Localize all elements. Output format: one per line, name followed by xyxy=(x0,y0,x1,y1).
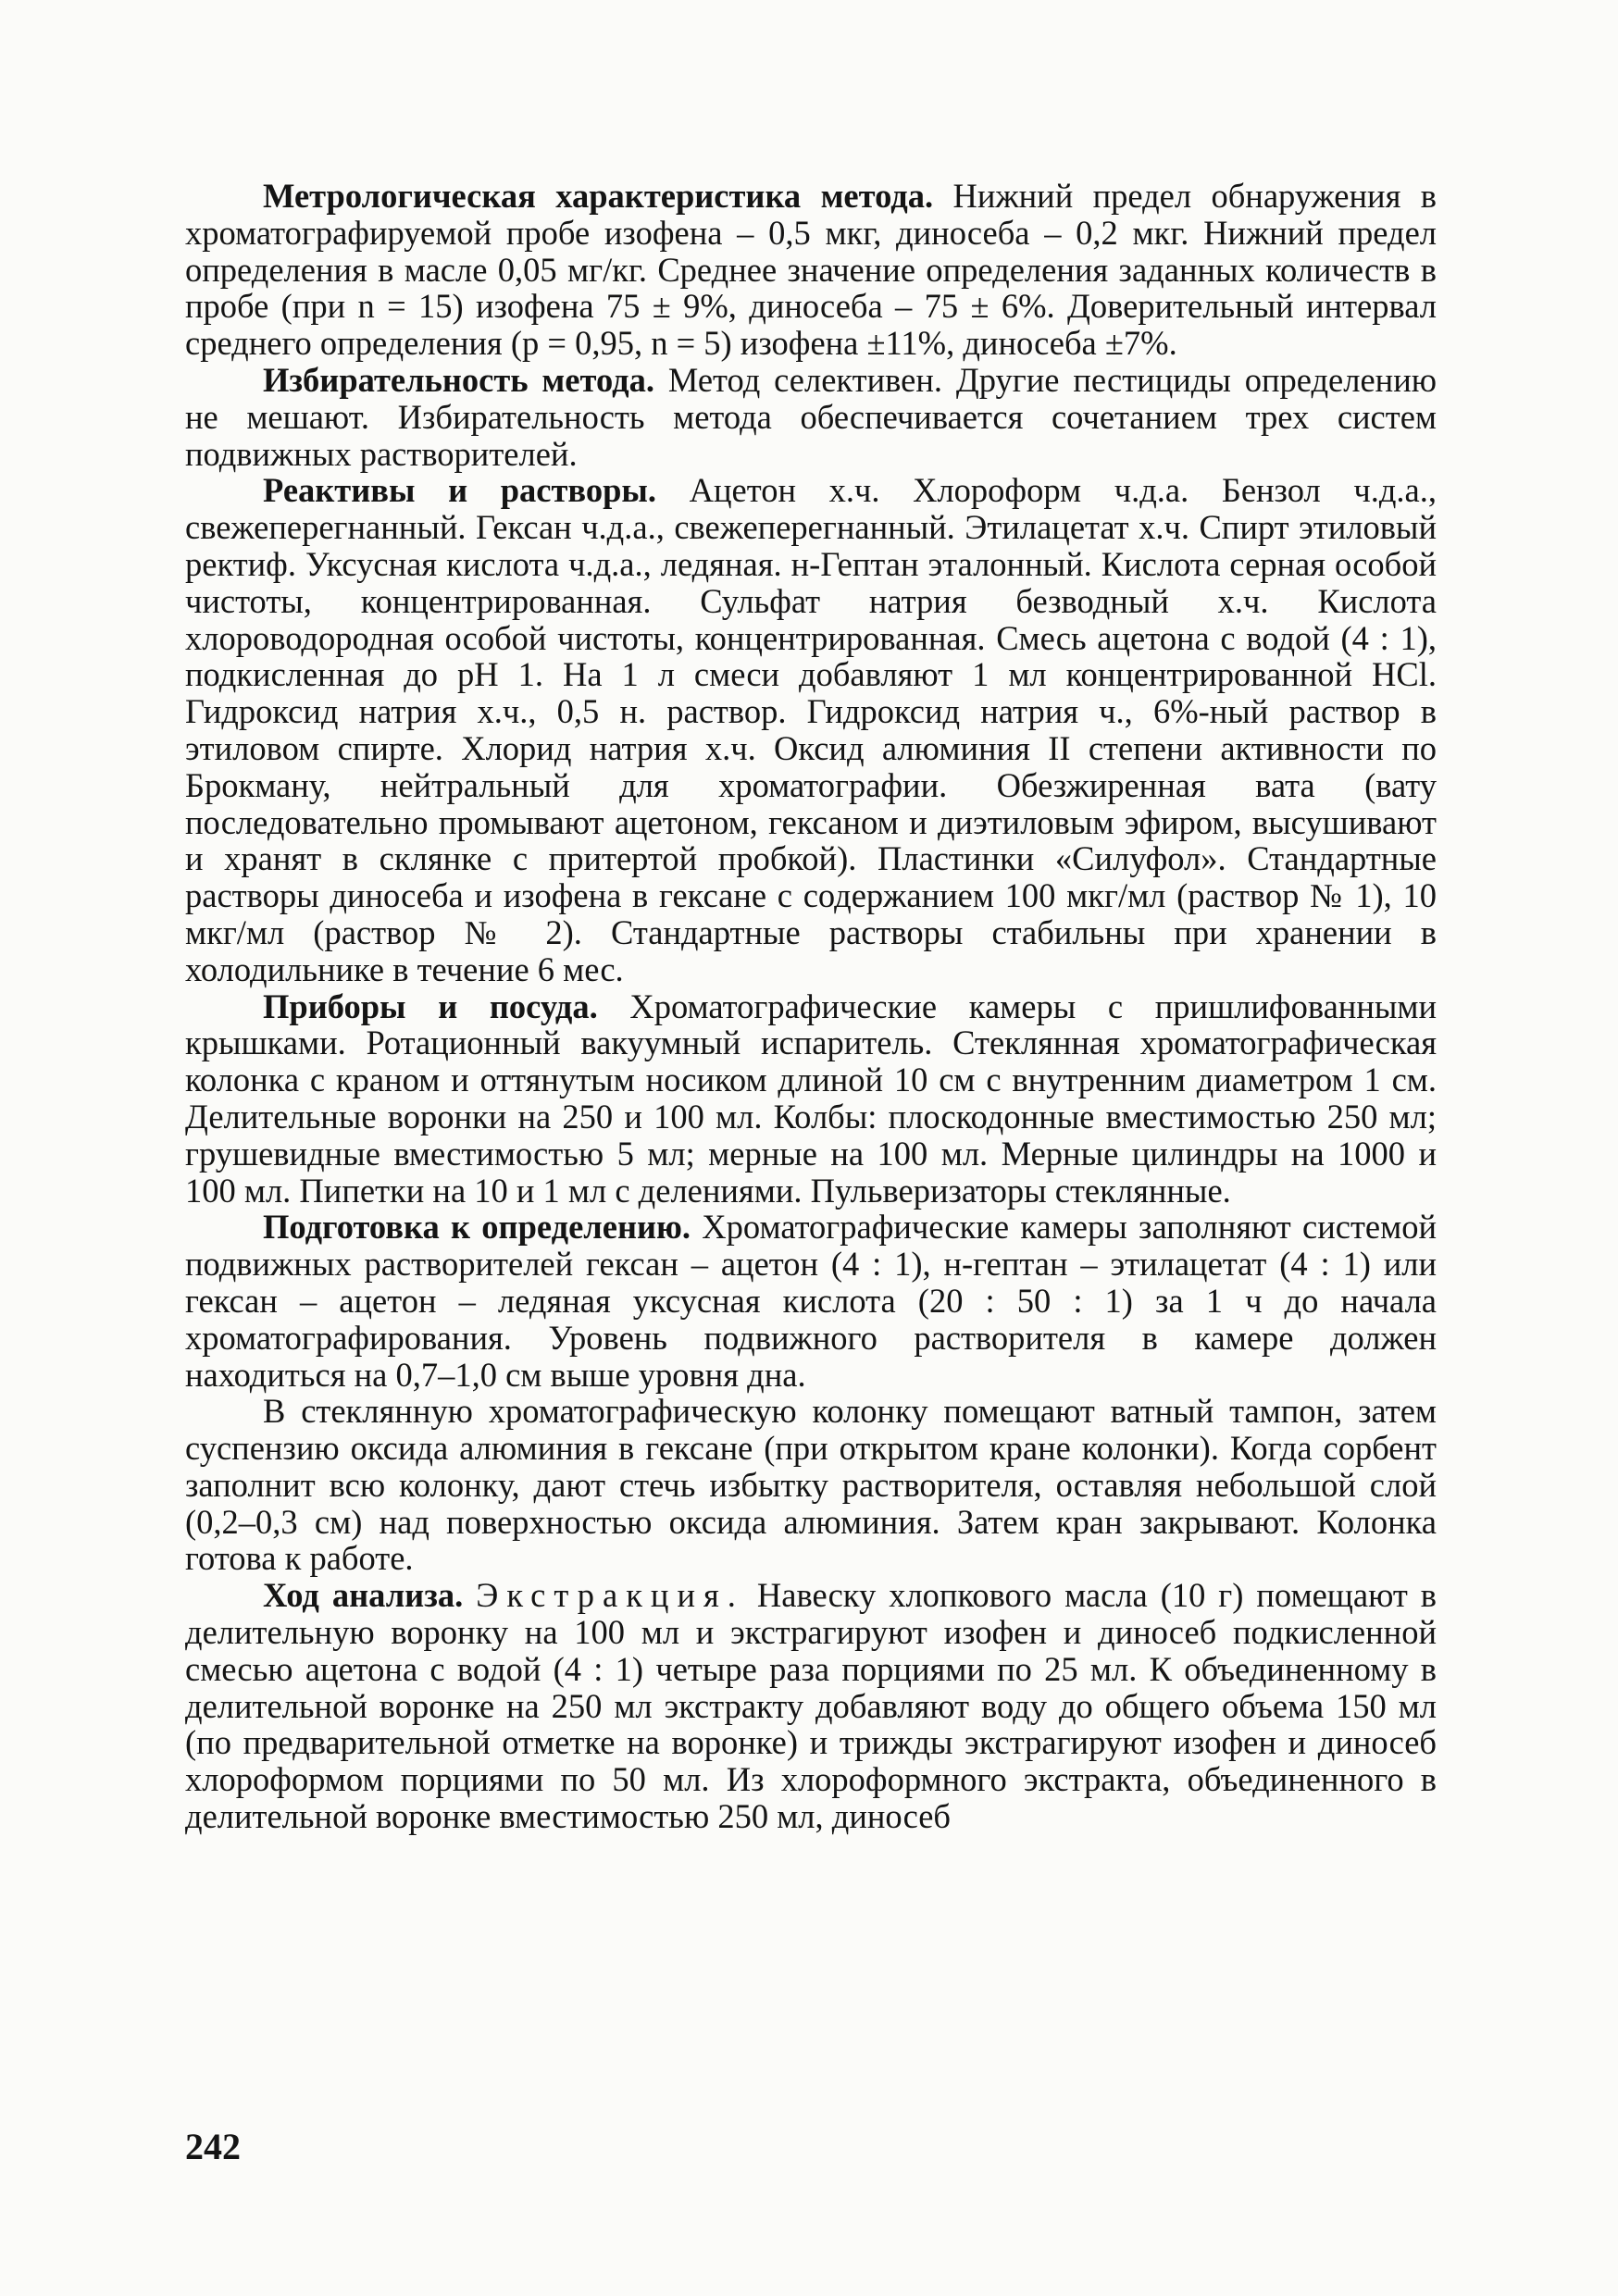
page-number: 242 xyxy=(185,2126,241,2167)
text-column: В стеклянную хроматографическую колонку помещают ватный тампон, затем суспензию оксида алюминия в гексане (при открытом кране колонки). Когда сорбент заполнит всю колонку, дают стечь избытку растворителя, оставляя небольшой слой (0,2–0,3 см) над поверхностью оксида алюминия. Затем кран закрывают. Колонка готова к работе. xyxy=(185,1392,1437,1578)
paragraph-selectivity xyxy=(185,362,1437,472)
text-analysis: Навеску хлопкового масла (10 г) помещают в делительную воронку на 100 мл и экстрагируют изофен и диносеб подкисленной смесью ацетона с водой (4 : 1) четыре раза порциями по 25 мл. К объединенному в делительной воронке на 250 мл экстракту добавляют воду до общего объема 150 мл (по предварительной отметке на воронке) и трижды экстрагируют изофен и диносеб хлороформом порциями по 50 мл. Из хлороформного экстракта, объединенного в делительной воронке вместимостью 250 мл, диносеб xyxy=(185,1576,1438,1836)
heading-equipment: Приборы и посуда. xyxy=(263,987,598,1025)
paragraph-reagents xyxy=(185,472,1437,987)
subheading-extraction: Экстракция. xyxy=(476,1576,744,1615)
heading-selectivity: Избирательность метода. xyxy=(263,360,654,399)
paragraph-equipment xyxy=(185,988,1437,1210)
text-preparation: Хроматографические камеры заполняют системой подвижных растворителей гексан – ацетон (4 : 1), н-гептан – этилацетат (4 : 1) или гексан – ацетон – ледяная уксусная кислота (20 : 50 : 1) за 1 ч до начала хроматографирования. Уровень подвижного растворителя в камере должен находиться на 0,7–1,0 см выше уровня дна. xyxy=(185,1208,1438,1394)
heading-metrology: Метрологическая характеристика метода. xyxy=(263,177,934,215)
text-selectivity: Метод селективен. Другие пестициды определению не мешают. Избирательность метода обеспечивается сочетанием трех систем подвижных растворителей. xyxy=(185,360,1437,473)
text-metrology: Нижний предел обнаружения в хроматографируемой пробе изофена – 0,5 мкг, диносеба – 0,2 мкг. Нижний предел определения в масле 0,05 мг/кг. Среднее значение определения заданных количеств в пробе (при n = 15) изофена 75 ± 9%, диносеба – 75 ± 6%. Доверительный интервал среднего определения (p = 0,95, n = 5) изофена ±11%, диносеба ±7%. xyxy=(185,177,1437,363)
document-body xyxy=(185,178,1437,1835)
text-reagents: Ацетон х.ч. Хлороформ ч.д.а. Бензол ч.д.а., свежеперегнанный. Гексан ч.д.а., свежеперегнанный. Этилацетат х.ч. Спирт этиловый ректиф. Уксусная кислота ч.д.а., ледяная. н-Гептан эталонный. Кислота серная особой чистоты, концентрированная. Сульфат натрия безводный х.ч. Кислота хлороводородная особой чистоты, концентрированная. Смесь ацетона с водой (4 : 1), подкисленная до pH 1. На 1 л смеси добавляют 1 мл концентрированной HCl. Гидроксид натрия х.ч., 0,5 н. раствор. Гидроксид натрия ч., 6%-ный раствор в этиловом спирте. Хлорид натрия х.ч. Оксид алюминия II степени активности по Брокману, нейтральный для хроматографии. Обезжиренная вата (вату последовательно промывают ацетоном, гексаном и диэтиловым эфиром, высушивают и хранят в склянке с притертой пробкой). Пластинки «Силуфол». Стандартные растворы диносеба и изофена в гексане с содержанием 100 мкг/мл (раствор № 1), 10 мкг/мл (раствор № 2). Стандартные растворы стабильны при хранении в холодильнике в течение 6 мес. xyxy=(185,471,1437,988)
paragraph-analysis xyxy=(185,1577,1437,1835)
paragraph-preparation xyxy=(185,1209,1437,1393)
paragraph-column xyxy=(185,1393,1437,1577)
paragraph-metrology xyxy=(185,178,1437,362)
heading-analysis: Ход анализа. xyxy=(263,1576,464,1615)
heading-preparation: Подготовка к определению. xyxy=(263,1208,691,1247)
heading-reagents: Реактивы и растворы. xyxy=(263,471,657,510)
text-equipment: Хроматографические камеры с пришлифованными крышками. Ротационный вакуумный испаритель. Стеклянная хроматографическая колонка с краном и оттянутым носиком длиной 10 см с внутренним диаметром 1 см. Делительные воронки на 250 и 100 мл. Колбы: плоскодонные вместимостью 250 мл; грушевидные вместимостью 5 мл; мерные на 100 мл. Мерные цилиндры на 1000 и 100 мл. Пипетки на 10 и 1 мл с делениями. Пульверизаторы стеклянные. xyxy=(185,987,1438,1210)
